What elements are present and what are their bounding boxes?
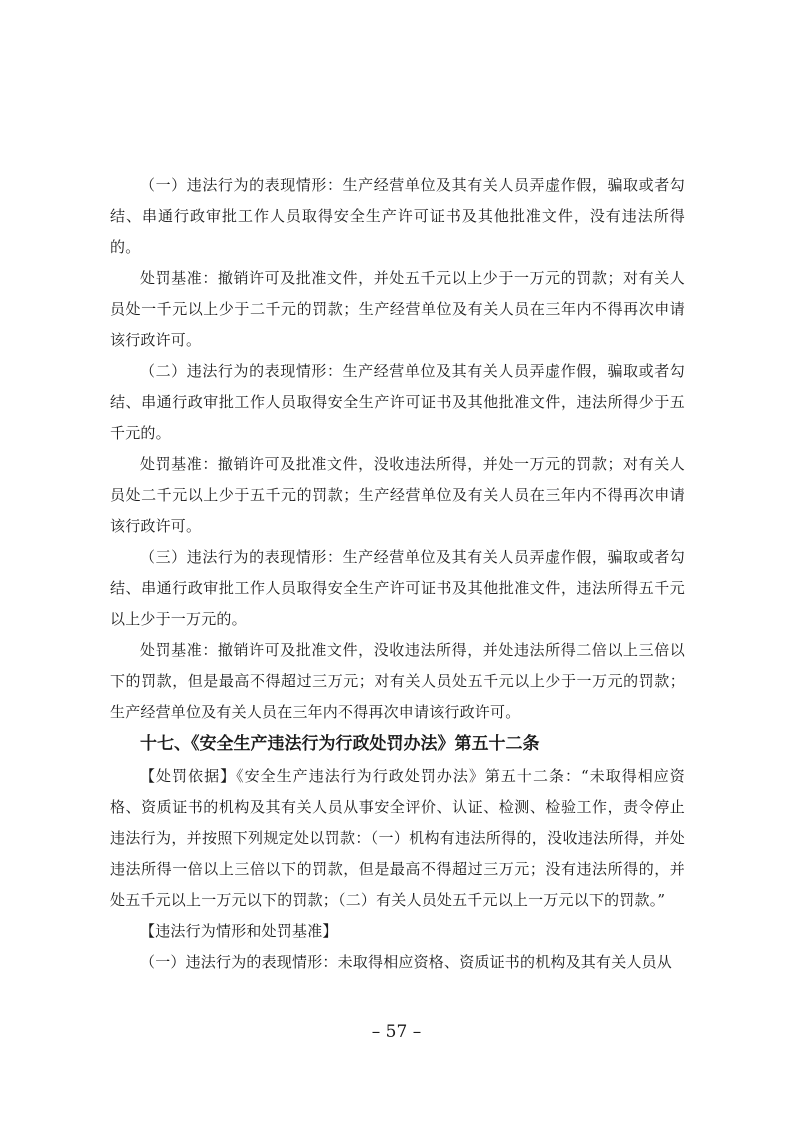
paragraph-penalty-basis: 【处罚依据】《安全生产违法行为行政处罚办法》第五十二条：“未取得相应资格、资质证书的机构及其有关人员从事安全评价、认证、检测、检验工作，责令停止违法行为，并按照下列规定处以罚款：（一）机构有违法所得的，没收违法所得，并处违法所得一倍以上三倍以下的罚款，但是最高不得超过三万元；没有违法所得的，并处五千元以上一万元以下的罚款；（二）有关人员处五千元以上一万元以下的罚款。” <box>110 767 685 909</box>
paragraph-case-3-penalty: 处罚基准：撤销许可及批准文件，没收违法所得，并处违法所得二倍以上三倍以下的罚款，但是最高不得超过三万元；对有关人员处五千元以上少于一万元的罚款；生产经营单位及有关人员在三年内不得再次申请该行政许可。 <box>110 641 685 721</box>
paragraph-case-3-situation: （三）违法行为的表现情形：生产经营单位及其有关人员弄虚作假，骗取或者勾结、串通行政审批工作人员取得安全生产许可证书及其他批准文件，违法所得五千元以上少于一万元的。 <box>110 548 685 628</box>
paragraph-case-situation: （一）违法行为的表现情形：未取得相应资格、资质证书的机构及其有关人员从 <box>140 953 673 971</box>
paragraph-case-2-situation: （二）违法行为的表现情形：生产经营单位及其有关人员弄虚作假，骗取或者勾结、串通行政审批工作人员取得安全生产许可证书及其他批准文件，违法所得少于五千元的。 <box>110 362 685 442</box>
paragraph-case-1-situation: （一）违法行为的表现情形：生产经营单位及其有关人员弄虚作假，骗取或者勾结、串通行政审批工作人员取得安全生产许可证书及其他批准文件，没有违法所得的。 <box>110 176 685 256</box>
paragraph-subheading: 【违法行为情形和处罚基准】 <box>140 922 338 940</box>
paragraph-case-2-penalty: 处罚基准：撤销许可及批准文件，没收违法所得，并处一万元的罚款；对有关人员处二千元以上少于五千元的罚款；生产经营单位及有关人员在三年内不得再次申请该行政许可。 <box>110 455 685 535</box>
paragraph-case-1-penalty: 处罚基准：撤销许可及批准文件，并处五千元以上少于一万元的罚款；对有关人员处一千元以上少于二千元的罚款；生产经营单位及有关人员在三年内不得再次申请该行政许可。 <box>110 269 685 349</box>
section-heading: 十七、《安全生产违法行为行政处罚办法》第五十二条 <box>140 734 540 754</box>
page-number: – 57 – <box>371 1022 422 1042</box>
page-content <box>110 170 685 978</box>
